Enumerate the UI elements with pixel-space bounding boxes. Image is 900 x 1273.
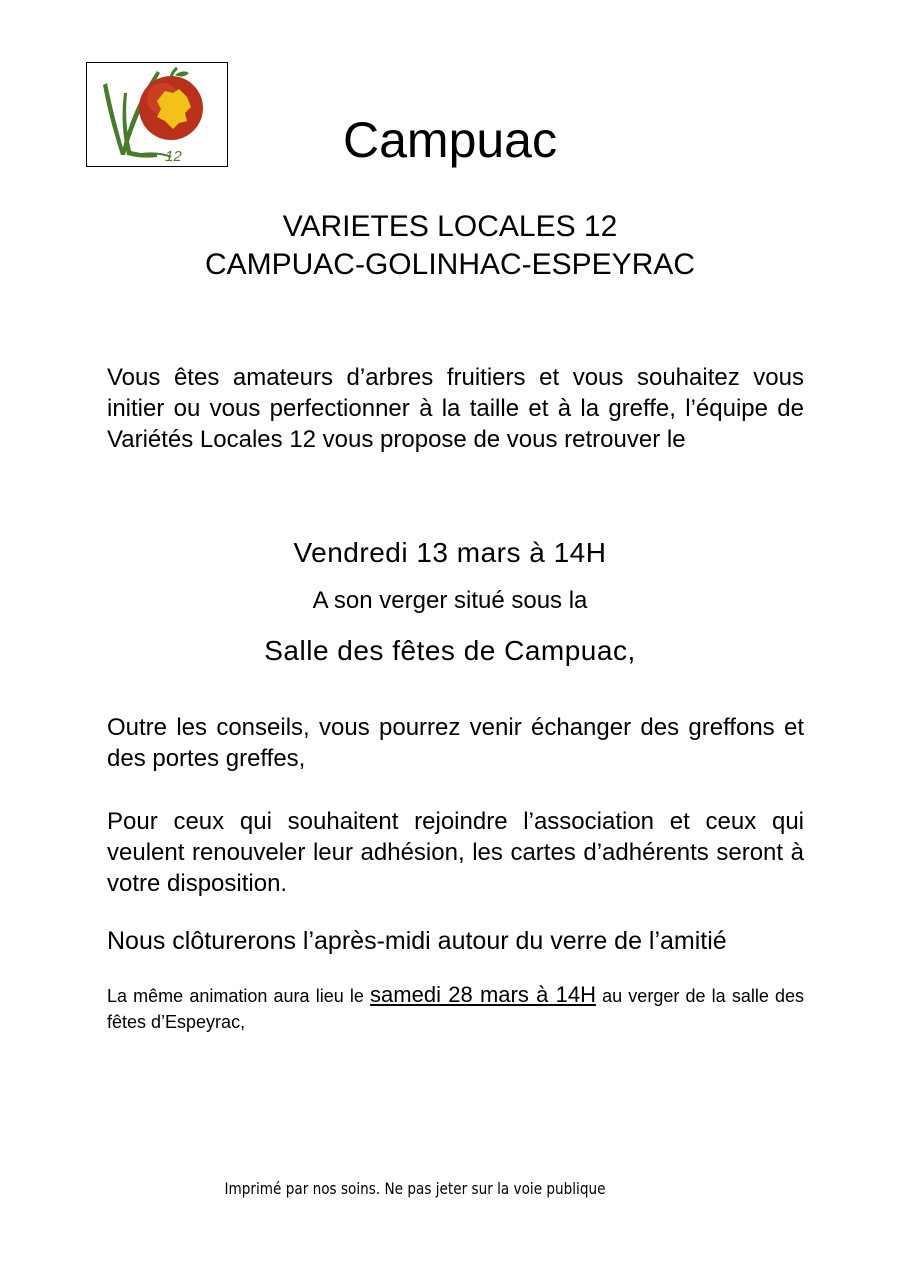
closing-paragraph: Nous clôturerons l’après-midi autour du verre de l’amitié: [107, 927, 727, 955]
subtitle-line-2: CAMPUAC-GOLINHAC-ESPEYRAC: [204, 248, 696, 281]
advice-paragraph: Outre les conseils, vous pourrez venir échanger des greffons et des portes greffes,: [107, 714, 804, 772]
logo-number: 12: [165, 148, 182, 165]
second-event-suffix: au verger de la salle des fêtes d’Espeyrac,: [107, 986, 805, 1032]
intro-paragraph: Vous êtes amateurs d’arbres fruitiers et vous souhaitez vous initier ou vous perfectionner à la taille et à la greffe, l’équipe de Variétés Locales 12 vous propose de vous retrouver le: [107, 364, 804, 453]
event-place-intro: A son verger situé sous la: [312, 587, 588, 614]
second-event-paragraph: [107, 982, 804, 1035]
subtitle-line-1: VARIETES LOCALES 12: [282, 210, 618, 243]
footer-note: Imprimé par nos soins. Ne pas jeter sur la voie publique: [224, 1179, 606, 1198]
event-date: Vendredi 13 mars à 14H: [293, 537, 607, 568]
second-event-prefix: La même animation aura lieu le: [107, 986, 371, 1006]
second-event-date: samedi 28 mars à 14H: [370, 982, 596, 1007]
membership-paragraph: Pour ceux qui souhaitent rejoindre l’association et ceux qui veulent renouveler leur adhésion, les cartes d’adhérents seront à votre disposition.: [107, 808, 804, 897]
event-place: Salle des fêtes de Campuac,: [264, 635, 636, 666]
page-title: Campuac: [343, 112, 557, 168]
